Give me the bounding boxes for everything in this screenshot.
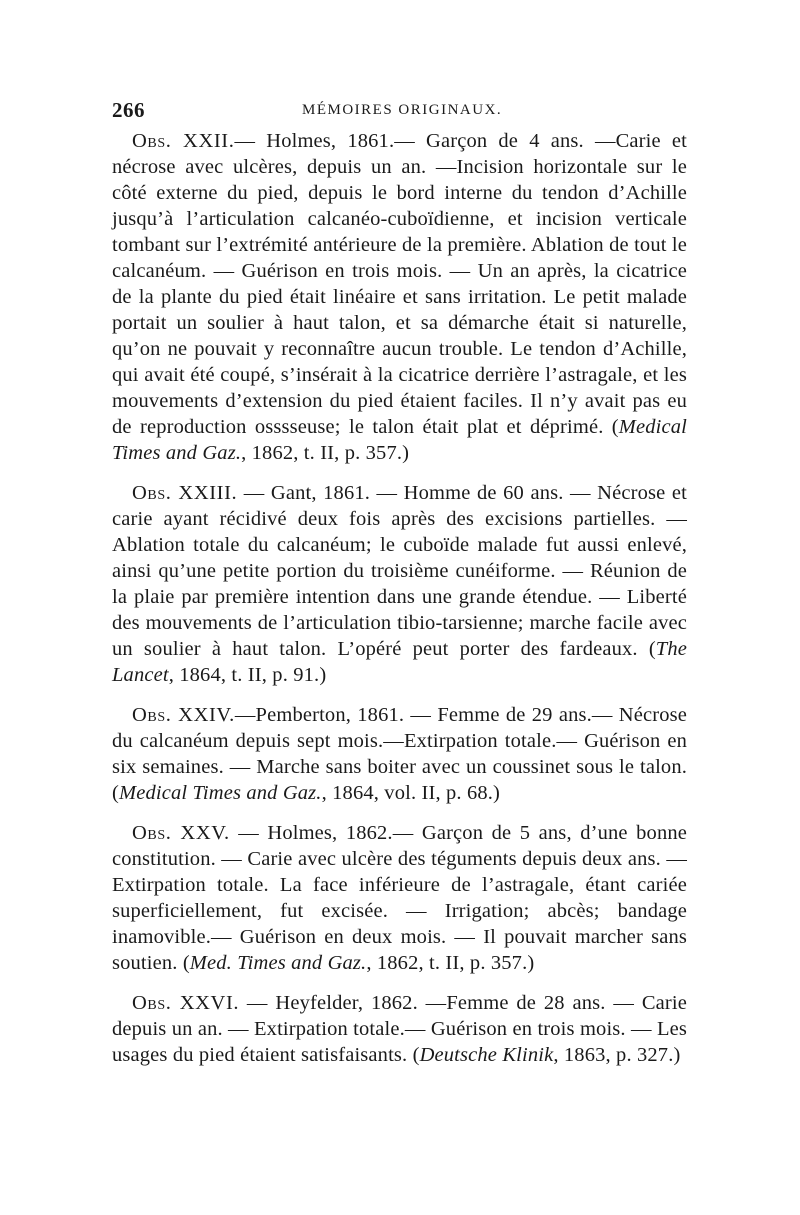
observation-label: Obs. XXVI. bbox=[132, 992, 240, 1014]
citation-details: , 1864, vol. II, p. 68.) bbox=[321, 782, 500, 804]
observation-paragraph bbox=[112, 702, 687, 806]
running-title: MÉMOIRES ORIGINAUX. bbox=[302, 102, 503, 118]
citation-details: , 1862, t. II, p. 357.) bbox=[241, 442, 410, 464]
citation-details: , 1863, p. 327.) bbox=[553, 1044, 681, 1066]
source-citation: Medical Times and Gaz. bbox=[118, 782, 322, 804]
observation-text: — Gant, 1861. — Homme de 60 ans. — Nécrose et carie ayant récidivé deux fois après des excisions partielles. —Ablation totale du calcanéum; le cuboïde malade fut aussi enlevé, ainsi qu’une petite portion du troisième cunéiforme. — Réunion de la plaie par première intention dans une grande étendue. — Liberté des mouvements de l’articulation tibio-tarsienne; marche facile avec un soulier à haut talon. L’opéré peut porter des fardeaux. ( bbox=[112, 482, 687, 660]
source-citation: Med. Times and Gaz. bbox=[189, 952, 367, 974]
observation-text: —Pemberton, 1861. — Femme de 29 ans.— Nécrose du calcanéum depuis sept mois.—Extirpation totale.— Guérison en six semaines. — Marche sans boiter avec un coussinet sous le talon. ( bbox=[112, 704, 688, 804]
observation-paragraph bbox=[112, 128, 687, 466]
observation-text: — Heyfelder, 1862. —Femme de 28 ans. — Carie depuis un an. — Extirpation totale.— Guérison en trois mois. — Les usages du pied étaient satisfaisants. ( bbox=[112, 992, 687, 1066]
observation-paragraph bbox=[112, 990, 687, 1068]
observation-label: Obs. XXII. bbox=[132, 130, 235, 152]
source-citation: Deutsche Klinik bbox=[419, 1044, 554, 1066]
page-header bbox=[112, 98, 687, 126]
observation-label: Obs. XXIII. bbox=[132, 482, 238, 504]
page-body bbox=[112, 128, 687, 1082]
observation-label: Obs. XXIV. bbox=[132, 704, 235, 726]
source-citation: Medical Times and Gaz. bbox=[112, 416, 687, 464]
citation-details: , 1864, t. II, p. 91.) bbox=[168, 664, 327, 686]
observation-label: Obs. XXV. bbox=[132, 822, 230, 844]
citation-details: , 1862, t. II, p. 357.) bbox=[366, 952, 535, 974]
observation-text: — Holmes, 1861.— Garçon de 4 ans. —Carie et nécrose avec ulcères, depuis un an. —Incision horizontale sur le côté externe du pied, depuis le bord interne du tendon d’Achille jusqu’à l’articulation calcanéo-cuboïdienne, et incision verticale tombant sur l’extrémité antérieure de la première. Ablation de tout le calcanéum. — Guérison en trois mois. — Un an après, la cicatrice de la plante du pied était linéaire et sans irritation. Le petit malade portait un soulier à haut talon, et sa démarche était si naturelle, qu’on ne pouvait y reconnaître aucun trouble. Le tendon d’Achille, qui avait été coupé, s’insérait à la cicatrice derrière l’astragale, et les mouvements d’extension du pied étaient faciles. Il n’y avait pas eu de reproduction osssseuse; le talon était plat et déprimé. ( bbox=[112, 130, 687, 438]
page-number: 266 bbox=[112, 98, 145, 122]
observation-text: — Holmes, 1862.— Garçon de 5 ans, d’une bonne constitution. — Carie avec ulcère des téguments depuis deux ans. — Extirpation totale. La face inférieure de l’astragale, étant cariée superficiellement, fut excisée. — Irrigation; abcès; bandage inamovible.— Guérison en deux mois. — Il pouvait marcher sans soutien. ( bbox=[112, 822, 688, 974]
observation-paragraph bbox=[112, 480, 687, 688]
observation-paragraph bbox=[112, 820, 687, 976]
source-citation: The Lancet bbox=[112, 638, 687, 686]
